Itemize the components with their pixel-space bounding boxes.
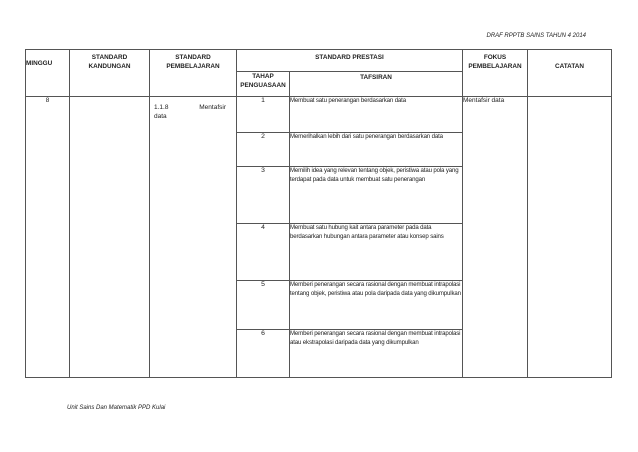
unit-footer: Unit Sains Dan Matematik PPD Kulai bbox=[67, 405, 166, 411]
header-minggu: MINGGU bbox=[26, 50, 70, 97]
catatan-value bbox=[528, 97, 612, 378]
tafsiran-4: Membuat satu hubung kait antara parameter pada data berdasarkan hubungan antara parameter atau konsep sains bbox=[290, 224, 463, 281]
header-tafsiran: TAFSIRAN bbox=[290, 72, 463, 97]
tafsiran-1: Membuat satu penerangan berdasarkan data bbox=[290, 97, 463, 133]
header-tahap-penguasaan: TAHAP PENGUASAAN bbox=[237, 72, 290, 97]
tahap-2: 2 bbox=[237, 133, 290, 167]
tahap-4: 4 bbox=[237, 224, 290, 281]
tahap-3: 3 bbox=[237, 167, 290, 224]
tafsiran-3: Memilih idea yang relevan tentang objek, peristiwa atau pola yang terdapat pada data untuk membuat satu penerangan bbox=[290, 167, 463, 224]
tahap-5: 5 bbox=[237, 281, 290, 330]
draft-header: DRAF RPPTB SAINS TAHUN 4 2014 bbox=[486, 33, 586, 39]
fokus-pembelajaran-value: Mentafsir data bbox=[463, 97, 528, 378]
tahap-1: 1 bbox=[237, 97, 290, 133]
standard-kandungan-value bbox=[70, 97, 150, 378]
tahap-6: 6 bbox=[237, 330, 290, 378]
sp-text-continued: data bbox=[154, 113, 167, 120]
tafsiran-5: Memberi penerangan secara rasional dengan membuat intrapolasi tentang objek, peristiwa atau pola daripada data yang dikumpulkan bbox=[290, 281, 463, 330]
header-fokus-pembelajaran: FOKUS PEMBELAJARAN bbox=[463, 50, 528, 97]
header-standard-kandungan: STANDARD KANDUNGAN bbox=[70, 50, 150, 97]
sp-code: 1.1.8 bbox=[154, 104, 169, 111]
header-catatan: CATATAN bbox=[528, 50, 612, 97]
sp-text: Mentafsir bbox=[199, 104, 226, 111]
standard-pembelajaran-cell bbox=[150, 97, 237, 378]
header-standard-prestasi: STANDARD PRESTASI bbox=[237, 50, 463, 72]
tafsiran-2: Memerihalkan lebih dari satu penerangan berdasarkan data bbox=[290, 133, 463, 167]
tafsiran-6: Memberi penerangan secara rasional dengan membuat intrapolasi atau ekstrapolasi daripada data yang dikumpulkan bbox=[290, 330, 463, 378]
minggu-value: 8 bbox=[26, 97, 70, 378]
header-standard-pembelajaran: STANDARD PEMBELAJARAN bbox=[150, 50, 237, 97]
lesson-plan-table bbox=[25, 49, 612, 378]
